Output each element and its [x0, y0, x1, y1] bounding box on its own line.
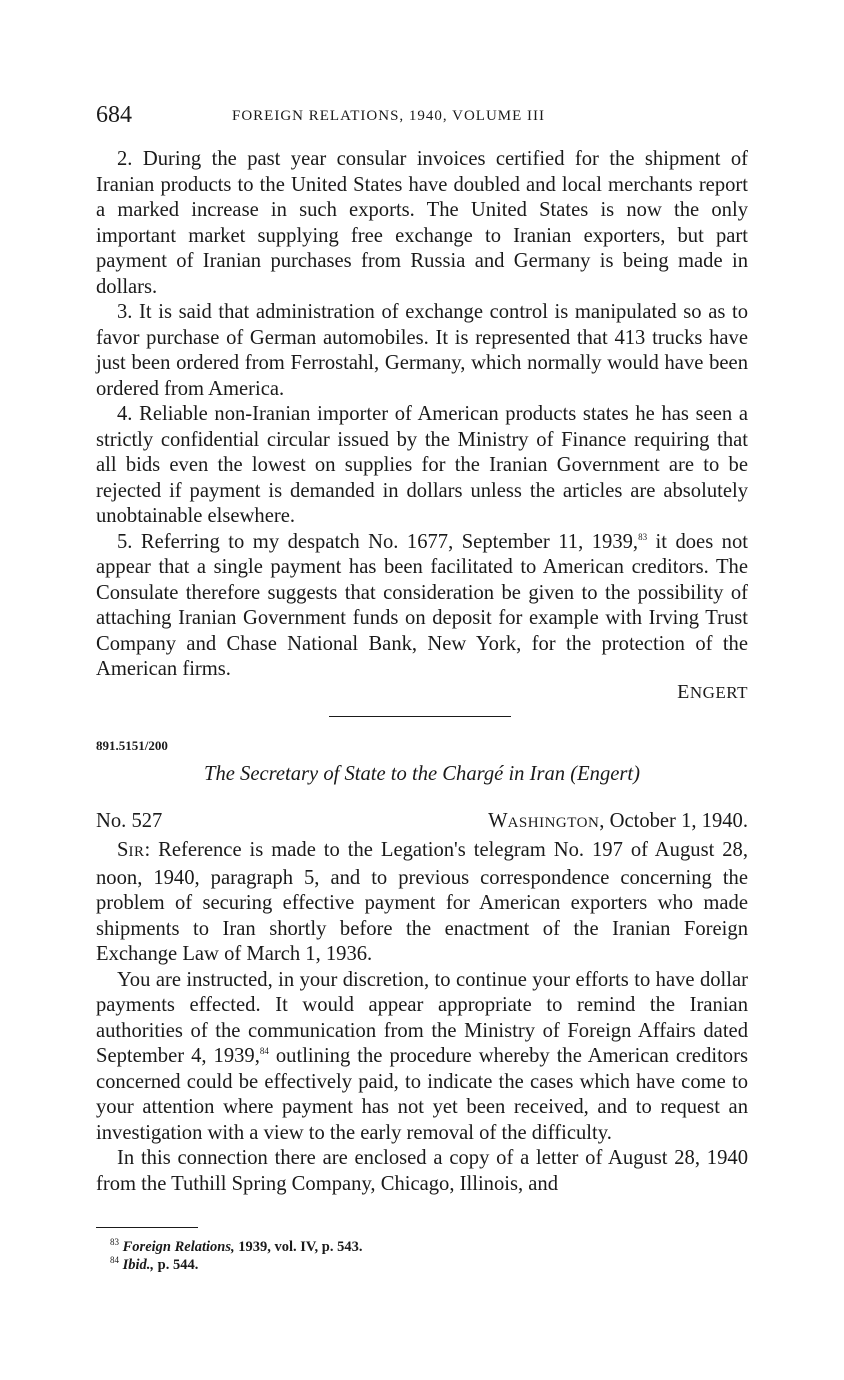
footnote-rule [96, 1227, 198, 1228]
letter-paragraph-2-start: You are instructed, in your discretion, to continue your efforts to have dollar payments effected. It would appear appropriate to remind the Iranian authorities of the communication from the Ministry of Foreign Affairs dated September 4, 1939, [96, 968, 748, 1067]
letter-paragraph-1: SIR: Reference is made to the Legation's telegram No. 197 of August 28, noon, 1940, paragraph 5, and to previous correspondence concerning the problem of securing effective payment for American exporters who made shipments to Iran shortly before the enactment of the Iranian Foreign Exchange Law of March 1, 1936. [96, 839, 748, 965]
footnote-text: p. 544. [154, 1257, 199, 1273]
document-title: The Secretary of State to the Chargé in Iran (Engert) [203, 763, 640, 785]
signature-engert: ENGERT [677, 681, 748, 703]
section-divider [329, 716, 511, 717]
paragraph-4: 4. Reliable non-Iranian importer of American products states he has seen a strictly confidential circular issued by the Ministry of Finance requiring that all bids even the lowest on supplies for the Iranian Government are to be rejected if payment is demanded in dollars unless the articles are absolutely unobtainable elsewhere. [96, 403, 748, 527]
footnote-title: Foreign Relations, [122, 1239, 235, 1255]
letter-paragraph-2 [96, 968, 748, 1147]
letter-paragraph-2-end: outlining the procedure whereby the American creditors concerned could be effectively paid, to indicate the cases which have come to your attention where payment has not yet been received, and to request an investigation with a view to the early removal of the difficulty. [96, 1045, 748, 1144]
paragraph-5-start: 5. Referring to my despatch No. 1677, September 11, 1939, [117, 530, 639, 553]
place: ASHINGTON [507, 815, 600, 831]
salutation: IR [128, 844, 145, 860]
engert-telegram-body [96, 147, 748, 683]
footnote-mark: 83 [110, 1237, 119, 1248]
page-header [96, 102, 748, 132]
footnote-title: Ibid., [122, 1257, 155, 1273]
paragraph-5 [96, 530, 748, 683]
footnote-mark: 84 [110, 1255, 119, 1266]
footnote-83 [110, 1238, 362, 1256]
running-title: FOREIGN RELATIONS, 1940, VOLUME III [232, 108, 546, 124]
paragraph-2: 2. During the past year consular invoices certified for the shipment of Iranian products to the United States have doubled and local merchants report a marked increase in such exports. The United States is now the only important market supplying free exchange to Iranian exporters, but part payment of Iranian purchases from Russia and Germany is being made in dollars. [96, 148, 748, 298]
footnote-text: 1939, vol. IV, p. 543. [234, 1239, 363, 1255]
secretary-letter-body [96, 838, 748, 1197]
date: , October 1, 1940. [599, 810, 748, 832]
paragraph-3: 3. It is said that administration of exchange control is manipulated so as to favor purchase of German automobiles. It is represented that 413 trucks have just been ordered from Ferrostahl, Germany, which normally would have been ordered from America. [96, 301, 748, 400]
footnote-84 [110, 1256, 362, 1274]
footnote-ref-84: 84 [259, 1046, 269, 1057]
document-number: No. 527 [96, 810, 163, 832]
page-number: 684 [96, 102, 132, 128]
signature-rest: NGERT [689, 683, 748, 702]
place-and-date: WASHINGTON, October 1, 1940. [488, 810, 748, 832]
dateline [96, 810, 748, 836]
paragraph-5-end: it does not appear that a single payment has been facilitated to American creditors. The Consulate therefore suggests that consideration be given to the possibility of attaching Iranian Government funds on deposit for example with Irving Trust Company and Chase National Bank, New York, for the protection of the American firms. [96, 530, 748, 680]
footnote-ref-83: 83 [638, 531, 648, 542]
letter-paragraph-3: In this connection there are enclosed a copy of a letter of August 28, 1940 from the Tuthill Spring Company, Chicago, Illinois, and [96, 1147, 748, 1195]
footnotes [110, 1238, 362, 1274]
letter-paragraph-1-text: : Reference is made to the Legation's telegram No. 197 of August 28, noon, 1940, paragraph 5, and to previous correspondence concerning the problem of securing effective payment for American exporters who made shipments to Iran shortly before the enactment of the Iranian Foreign Exchange Law of March 1, 1936. [96, 839, 748, 965]
file-number: 891.5151/200 [96, 738, 168, 753]
